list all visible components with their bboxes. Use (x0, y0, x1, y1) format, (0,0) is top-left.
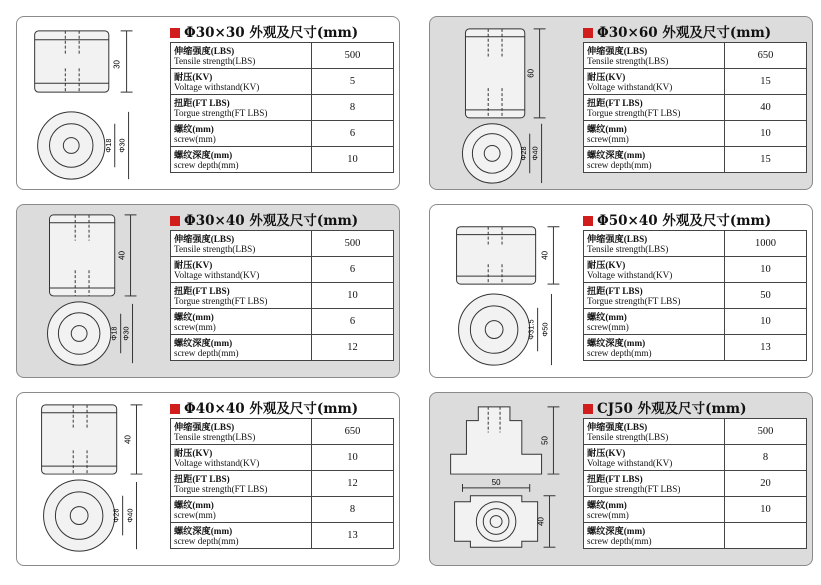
spec-label-zh: 螺纹深度(mm) (174, 525, 233, 536)
insulator-drawing-30x30 (17, 17, 167, 189)
table-row (584, 309, 807, 335)
spec-label-zh: 耐压(KV) (587, 71, 626, 82)
d2-dim-label: Φ40 (125, 508, 135, 523)
spec-label-en: screw depth(mm) (174, 535, 239, 546)
table-row (171, 69, 394, 95)
width-dim-label: 50 (491, 477, 501, 487)
spec-label-zh: 伸缩强度(LBS) (587, 233, 648, 244)
table-row (584, 497, 807, 523)
table-row (584, 419, 807, 445)
spec-label-en: screw(mm) (174, 509, 216, 520)
table-row (171, 283, 394, 309)
spec-label-zh: 螺纹深度(mm) (174, 149, 233, 160)
spec-label-zh: 伸缩强度(LBS) (587, 45, 648, 56)
spec-label-en: Voltage withstand(KV) (174, 457, 260, 468)
spec-label-en: Torgue strength(FT LBS) (587, 295, 681, 306)
spec-label-zh: 螺纹深度(mm) (587, 149, 646, 160)
spec-label-zh: 螺纹深度(mm) (174, 337, 233, 348)
panel-title: Φ50×40 外观及尺寸(mm) (583, 209, 771, 229)
table-row (171, 523, 394, 549)
spec-label-zh: 伸缩强度(LBS) (587, 421, 648, 432)
spec-value: 50 (725, 283, 807, 309)
panel-title: Φ30×60 外观及尺寸(mm) (583, 21, 771, 41)
spec-label-zh: 伸缩强度(LBS) (174, 45, 235, 56)
spec-label-zh: 螺纹深度(mm) (587, 525, 646, 536)
spec-value: 8 (312, 497, 394, 523)
spec-value: 12 (312, 471, 394, 497)
height-dim-label: 40 (123, 435, 133, 444)
height-dim-label: 60 (526, 68, 536, 78)
spec-label-zh: 耐压(KV) (174, 259, 213, 270)
panel-30x60 (429, 16, 813, 190)
insulator-drawing-30x60 (430, 17, 580, 189)
spec-label-zh: 耐压(KV) (587, 447, 626, 458)
spec-label-en: screw(mm) (587, 133, 629, 144)
panel-title: CJ50 外观及尺寸(mm) (583, 397, 746, 417)
table-row (171, 497, 394, 523)
spec-value: 6 (312, 257, 394, 283)
spec-label-en: Torgue strength(FT LBS) (174, 483, 268, 494)
spec-label-zh: 螺纹(mm) (174, 499, 214, 510)
spec-label-en: screw depth(mm) (174, 159, 239, 170)
spec-label-en: Tensile strength(LBS) (587, 55, 669, 66)
spec-value: 13 (725, 335, 807, 361)
spec-value: 10 (312, 445, 394, 471)
d2-dim-label: Φ50 (540, 322, 550, 337)
spec-value: 5 (312, 69, 394, 95)
spec-label-en: Tensile strength(LBS) (174, 243, 256, 254)
spec-value: 6 (312, 309, 394, 335)
spec-label-zh: 耐压(KV) (587, 259, 626, 270)
spec-table (170, 42, 394, 173)
d1-dim-label: Φ28 (111, 508, 121, 523)
spec-label-zh: 扭距(FT LBS) (174, 285, 230, 296)
spec-label-zh: 螺纹(mm) (587, 123, 627, 134)
table-row (171, 147, 394, 173)
table-row (584, 95, 807, 121)
panel-title: Φ40×40 外观及尺寸(mm) (170, 397, 358, 417)
depth-dim-label: 40 (536, 517, 546, 526)
spec-label-en: Tensile strength(LBS) (174, 55, 256, 66)
spec-label-zh: 螺纹深度(mm) (587, 337, 646, 348)
spec-label-zh: 扭距(FT LBS) (174, 97, 230, 108)
table-row (584, 69, 807, 95)
spec-label-zh: 耐压(KV) (174, 447, 213, 458)
spec-value: 10 (725, 497, 807, 523)
spec-label-en: screw(mm) (174, 133, 216, 144)
spec-label-en: screw(mm) (174, 321, 216, 332)
spec-value: 500 (312, 43, 394, 69)
spec-table (170, 418, 394, 549)
table-row (584, 257, 807, 283)
table-row (171, 95, 394, 121)
spec-label-en: Tensile strength(LBS) (587, 431, 669, 442)
spec-label-en: Voltage withstand(KV) (174, 81, 260, 92)
table-row (171, 43, 394, 69)
d2-dim-label: Φ30 (121, 326, 131, 341)
table-row (584, 43, 807, 69)
red-square-icon (170, 28, 180, 38)
spec-label-zh: 扭距(FT LBS) (587, 285, 643, 296)
table-row (584, 445, 807, 471)
table-row (171, 419, 394, 445)
spec-value: 1000 (725, 231, 807, 257)
spec-label-en: Voltage withstand(KV) (587, 81, 673, 92)
spec-value: 40 (725, 95, 807, 121)
panel-title: Φ30×30 外观及尺寸(mm) (170, 21, 358, 41)
red-square-icon (583, 28, 593, 38)
spec-label-en: Voltage withstand(KV) (174, 269, 260, 280)
panel-30x30 (16, 16, 400, 190)
table-row (171, 445, 394, 471)
spec-label-en: screw depth(mm) (174, 347, 239, 358)
panel-cj50 (429, 392, 813, 566)
spec-label-en: Tensile strength(LBS) (587, 243, 669, 254)
spec-value: 10 (725, 121, 807, 147)
spec-label-zh: 螺纹(mm) (174, 311, 214, 322)
spec-value: 6 (312, 121, 394, 147)
spec-label-zh: 扭距(FT LBS) (587, 473, 643, 484)
spec-label-zh: 螺纹(mm) (587, 499, 627, 510)
table-row (171, 121, 394, 147)
height-dim-label: 50 (540, 436, 550, 445)
panel-title: Φ30×40 外观及尺寸(mm) (170, 209, 358, 229)
spec-value: 650 (312, 419, 394, 445)
table-row (584, 523, 807, 549)
insulator-drawing-50x40 (430, 205, 580, 377)
spec-value: 13 (312, 523, 394, 549)
table-row (584, 147, 807, 173)
insulator-drawing-40x40 (17, 393, 167, 565)
spec-value: 15 (725, 147, 807, 173)
spec-value: 650 (725, 43, 807, 69)
spec-label-en: Tensile strength(LBS) (174, 431, 256, 442)
d2-dim-label: Φ40 (530, 146, 540, 161)
panel-40x40 (16, 392, 400, 566)
spec-label-zh: 螺纹(mm) (587, 311, 627, 322)
table-row (584, 283, 807, 309)
red-square-icon (170, 216, 180, 226)
height-dim-label: 40 (117, 251, 127, 260)
spec-label-zh: 螺纹(mm) (174, 123, 214, 134)
red-square-icon (170, 404, 180, 414)
spec-label-en: screw(mm) (587, 509, 629, 520)
spec-label-en: Torgue strength(FT LBS) (174, 295, 268, 306)
spec-value: 15 (725, 69, 807, 95)
spec-value: 20 (725, 471, 807, 497)
spec-value: 12 (312, 335, 394, 361)
d1-dim-label: Φ28 (518, 146, 528, 161)
spec-value: 10 (312, 147, 394, 173)
table-row (171, 335, 394, 361)
insulator-drawing-cj50 (430, 393, 580, 565)
spec-label-en: Torgue strength(FT LBS) (587, 483, 681, 494)
spec-label-zh: 扭距(FT LBS) (587, 97, 643, 108)
spec-table (583, 42, 807, 173)
table-row (584, 231, 807, 257)
table-row (171, 257, 394, 283)
table-row (171, 471, 394, 497)
panel-30x40 (16, 204, 400, 378)
table-row (584, 471, 807, 497)
spec-value: 10 (312, 283, 394, 309)
spec-label-zh: 扭距(FT LBS) (174, 473, 230, 484)
red-square-icon (583, 404, 593, 414)
spec-value: 8 (725, 445, 807, 471)
spec-label-en: screw depth(mm) (587, 159, 652, 170)
spec-label-en: Voltage withstand(KV) (587, 457, 673, 468)
spec-value: 10 (725, 257, 807, 283)
table-row (171, 309, 394, 335)
spec-value (725, 523, 807, 549)
d2-dim-label: Φ30 (117, 138, 127, 153)
spec-value: 500 (725, 419, 807, 445)
panel-50x40 (429, 204, 813, 378)
spec-table (583, 230, 807, 361)
spec-label-zh: 耐压(KV) (174, 71, 213, 82)
spec-label-en: Torgue strength(FT LBS) (587, 107, 681, 118)
d1-dim-label: Φ18 (103, 138, 113, 153)
spec-label-en: screw(mm) (587, 321, 629, 332)
insulator-drawing-30x40 (17, 205, 167, 377)
spec-value: 500 (312, 231, 394, 257)
height-dim-label: 40 (540, 251, 550, 260)
spec-table (170, 230, 394, 361)
spec-value: 10 (725, 309, 807, 335)
spec-label-en: screw depth(mm) (587, 535, 652, 546)
spec-value: 8 (312, 95, 394, 121)
spec-label-en: Torgue strength(FT LBS) (174, 107, 268, 118)
spec-label-zh: 伸缩强度(LBS) (174, 421, 235, 432)
spec-label-en: screw depth(mm) (587, 347, 652, 358)
spec-table (583, 418, 807, 549)
spec-label-en: Voltage withstand(KV) (587, 269, 673, 280)
d1-dim-label: Φ18 (109, 326, 119, 341)
height-dim-label: 30 (112, 60, 122, 69)
table-row (584, 335, 807, 361)
table-row (584, 121, 807, 147)
table-row (171, 231, 394, 257)
spec-label-zh: 伸缩强度(LBS) (174, 233, 235, 244)
red-square-icon (583, 216, 593, 226)
d1-dim-label: Φ31.5 (526, 319, 536, 340)
